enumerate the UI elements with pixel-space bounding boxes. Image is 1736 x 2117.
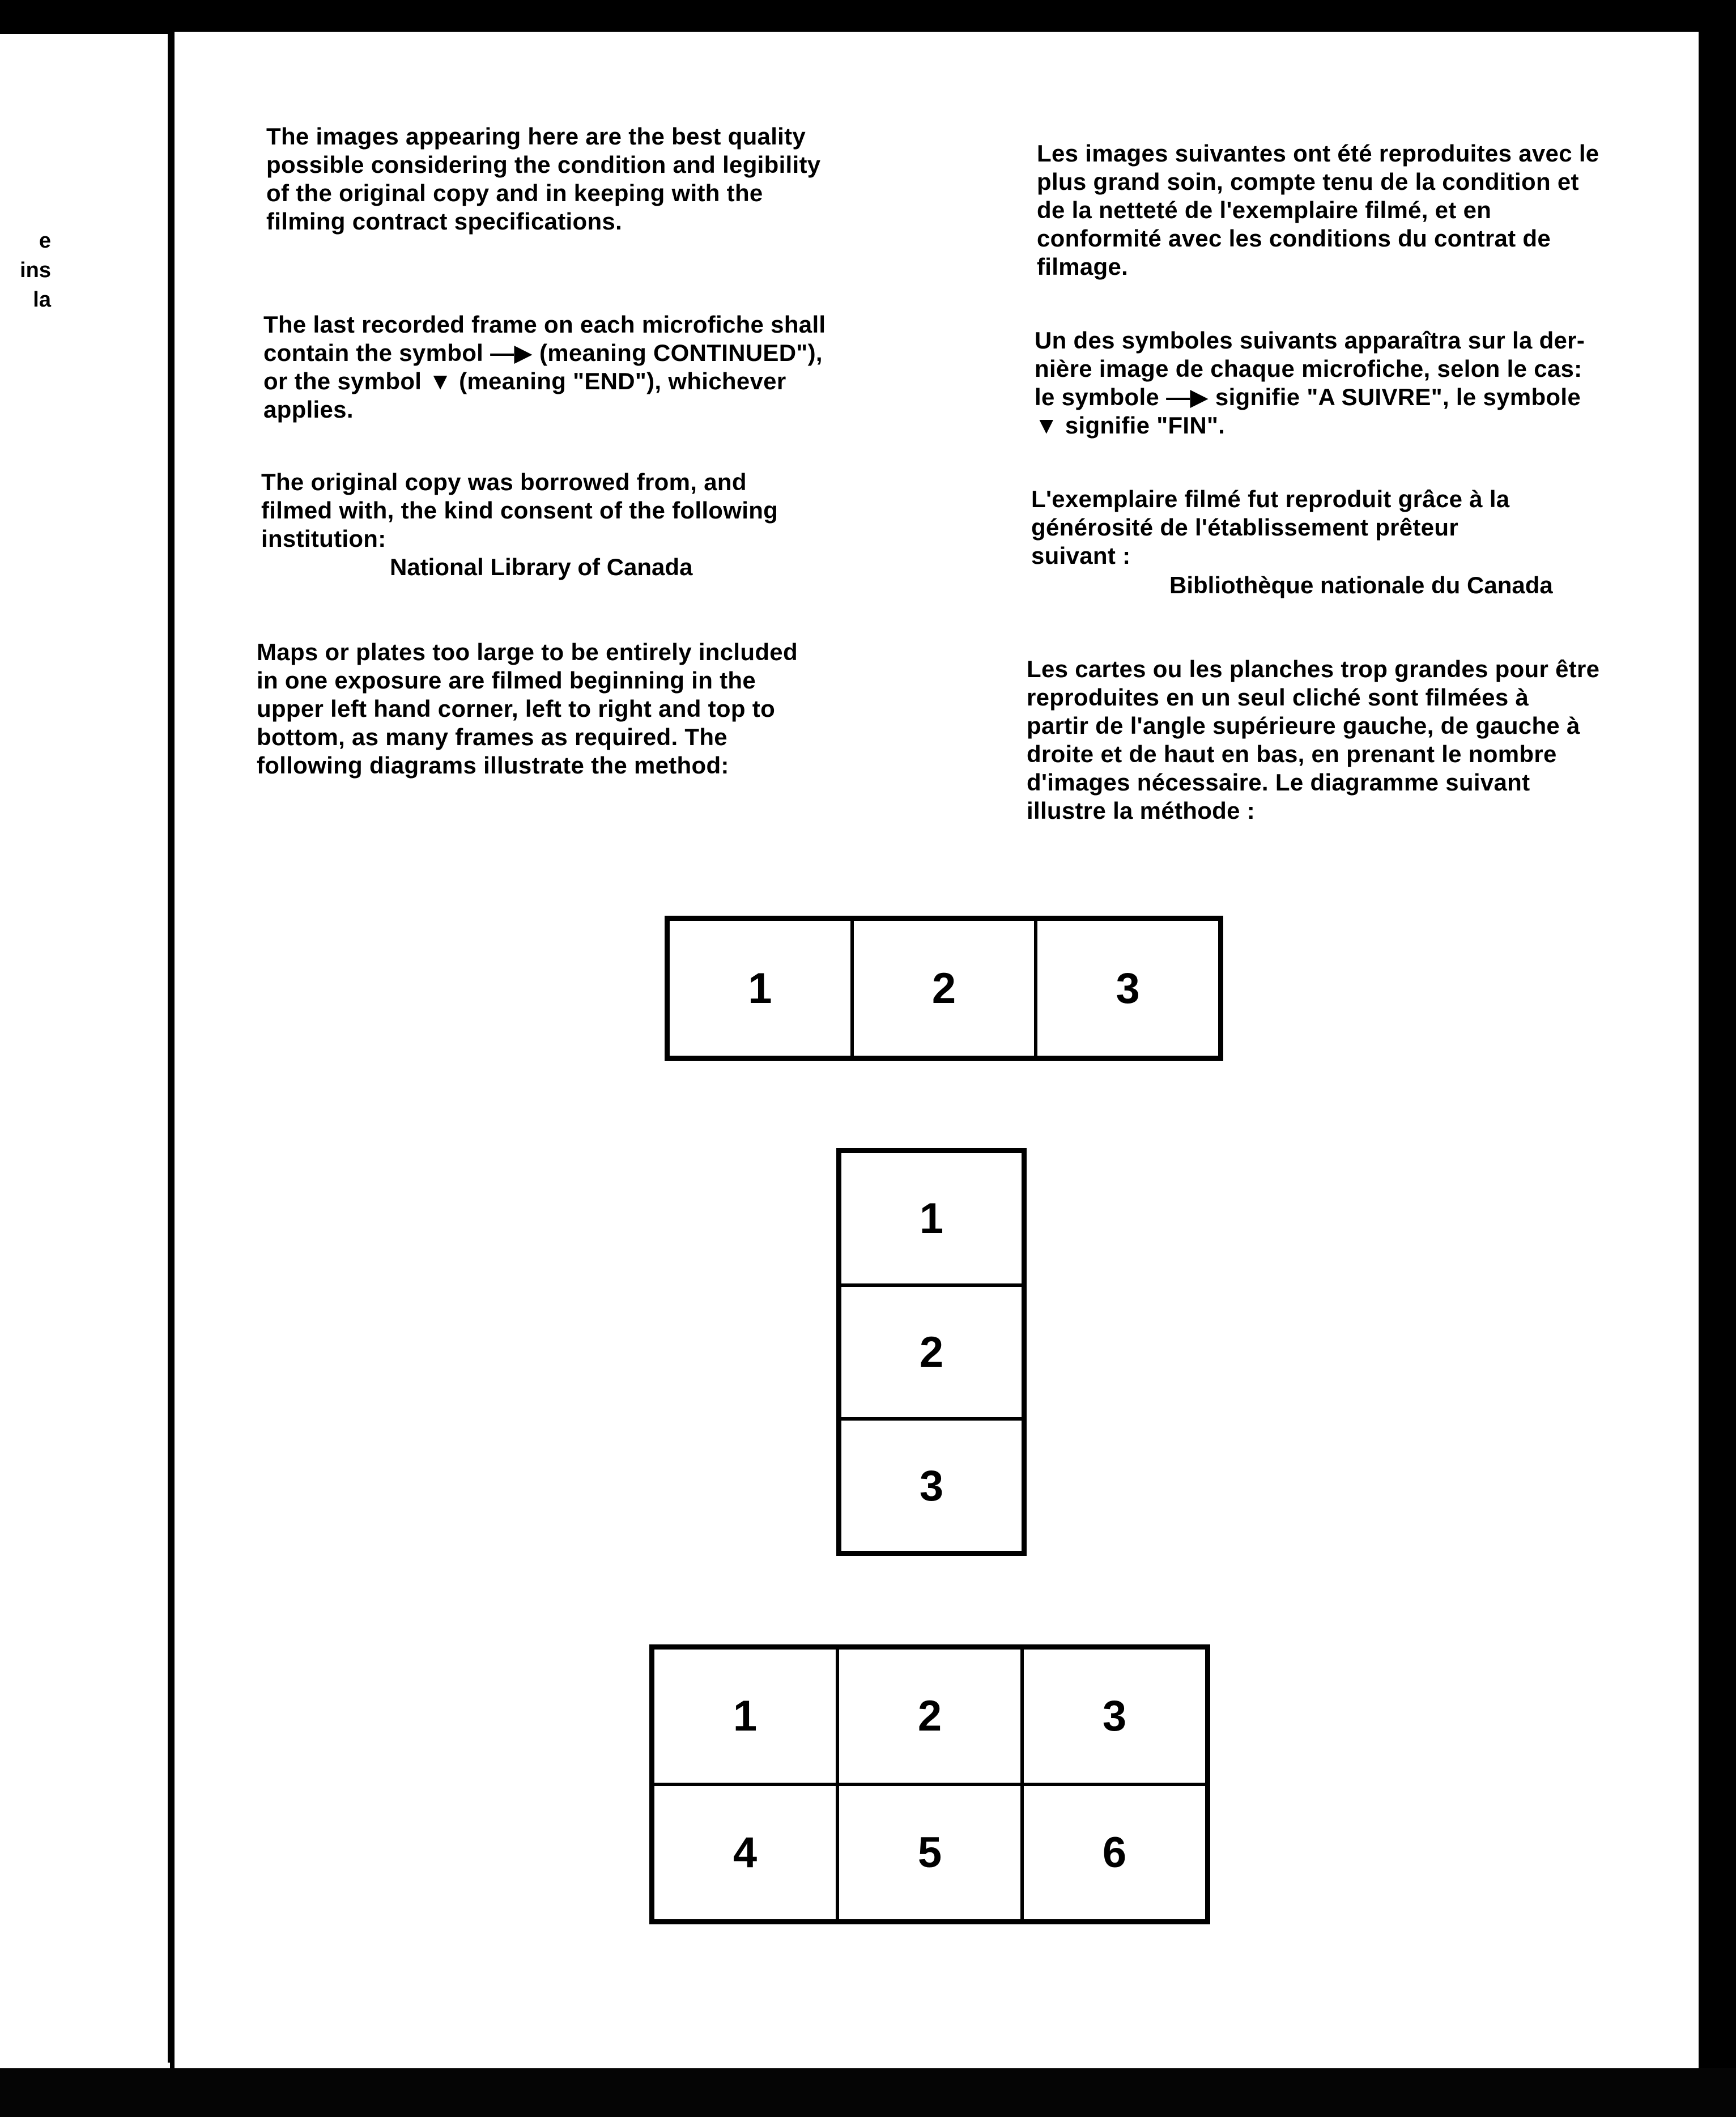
grid-frame-diagram — [649, 1644, 1210, 1924]
frame-cell: 2 — [840, 1285, 1023, 1419]
french-borrowed-paragraph: L'exemplaire filmé fut reproduit grâce à la générosité de l'établissement prêteur suivant : — [1031, 486, 1510, 569]
previous-page-text-fragment-3: la — [33, 288, 51, 312]
frame-cell: 1 — [668, 919, 852, 1057]
french-frame-symbol-paragraph: Un des symboles suivants apparaîtra sur la der- nière image de chaque microfiche, selon le cas: le symbole —▶ signifie "A SUIVRE", le symbole ▼ signifie "FIN". — [1035, 327, 1585, 439]
frame-cell: 1 — [840, 1151, 1023, 1285]
frame-cell: 3 — [1036, 919, 1220, 1057]
french-institution-name: Bibliothèque nationale du Canada — [1169, 572, 1553, 598]
document-page — [175, 32, 1699, 2069]
english-institution-name: National Library of Canada — [390, 554, 693, 580]
frame-cell: 5 — [837, 1784, 1022, 1921]
frame-cell: 4 — [653, 1784, 837, 1921]
film-border-right — [1699, 0, 1736, 2117]
frame-cell: 2 — [837, 1648, 1022, 1784]
horizontal-frame-diagram — [665, 916, 1223, 1061]
previous-page-sliver — [0, 34, 170, 2068]
frame-cell: 3 — [840, 1419, 1023, 1553]
french-quality-paragraph: Les images suivantes ont été reproduites avec le plus grand soin, compte tenu de la condition et de la netteté de l'exemplaire filmé, et en conformité avec les conditions du contrat de filmage. — [1037, 140, 1599, 280]
previous-page-text-fragment-1: e — [39, 229, 51, 253]
film-border-bottom — [0, 2068, 1736, 2117]
french-maps-paragraph: Les cartes ou les planches trop grandes pour être reproduites en un seul cliché sont filmées à partir de l'angle supérieure gauche, de gauche à droite et de haut en bas, en prenant le nombre d'images nécessaire. Le diagramme suivant illustre la méthode : — [1027, 656, 1600, 824]
page-fold-edge — [168, 23, 175, 2063]
frame-cell: 1 — [653, 1648, 837, 1784]
frame-cell: 2 — [852, 919, 1036, 1057]
english-quality-paragraph: The images appearing here are the best quality possible considering the condition and legibility of the original copy and in keeping with the filming contract specifications. — [266, 123, 821, 235]
english-frame-symbol-paragraph: The last recorded frame on each microfiche shall contain the symbol —▶ (meaning CONTINUED"), or the symbol ▼ (meaning "END"), whichever applies. — [263, 311, 826, 423]
vertical-frame-diagram — [836, 1148, 1027, 1556]
frame-cell: 6 — [1022, 1784, 1207, 1921]
english-maps-paragraph: Maps or plates too large to be entirely included in one exposure are filmed beginning in the upper left hand corner, left to right and top to bottom, as many frames as required. The following diagrams illustrate the method: — [257, 639, 798, 779]
english-borrowed-paragraph: The original copy was borrowed from, and filmed with, the kind consent of the following institution: — [261, 469, 778, 552]
previous-page-text-fragment-2: ins — [20, 258, 51, 282]
frame-cell: 3 — [1022, 1648, 1207, 1784]
